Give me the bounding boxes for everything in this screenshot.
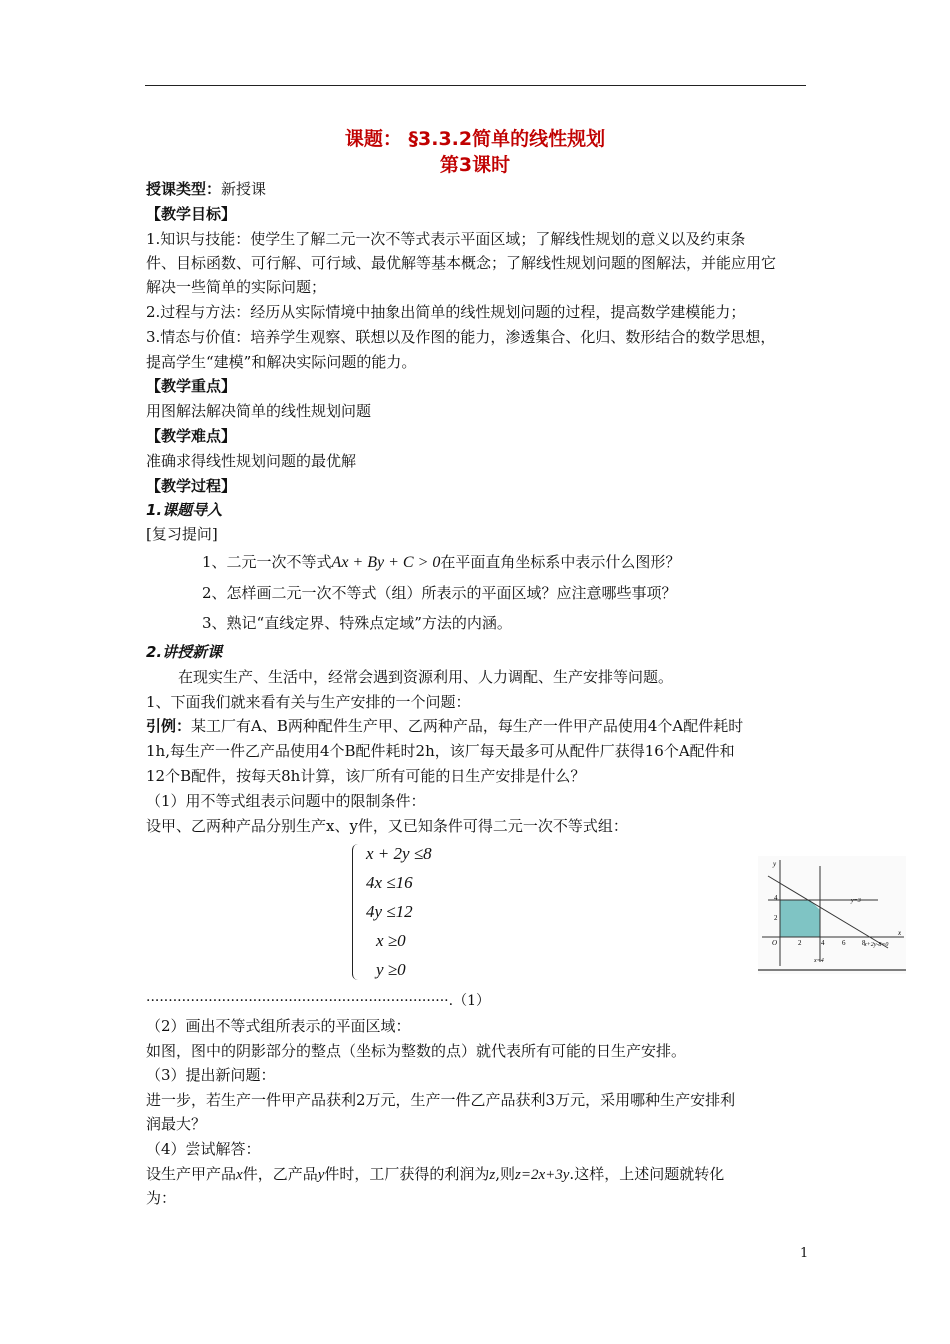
example-text-1: 某工厂有A、B两种配件生产甲、乙两种产品，每生产一件甲产品使用4个A配件耗时 xyxy=(191,717,744,735)
step-1-text: 设甲、乙两种产品分别生产x、y件，又已知条件可得二元一次不等式组： xyxy=(146,817,628,835)
inequality-5: y ≥0 xyxy=(376,960,406,979)
inequality-1: x + 2y ≤8 xyxy=(366,844,432,863)
lesson-type-label: 授课类型： xyxy=(146,180,222,198)
step-4-var-x: x xyxy=(236,1167,243,1183)
system-tag: .（1） xyxy=(448,993,490,1009)
part-1-heading: 1.课题导入 xyxy=(146,501,223,519)
part-2-intro: 在现实生产、生活中，经常会遇到资源利用、人力调配、生产安排等问题。 xyxy=(178,668,674,686)
lesson-type xyxy=(146,179,266,199)
question-1-suffix: 在平面直角坐标系中表示什么图形？ xyxy=(440,553,681,571)
goal-3-line-1: 3.情态与价值：培养学生观察、联想以及作图的能力，渗透集合、化归、数形结合的数学思想， xyxy=(146,328,776,346)
label-line: x+2y-8=0 xyxy=(864,942,889,948)
y-tick-4: 4 xyxy=(774,894,778,902)
step-4-equation: z=2x+3y xyxy=(515,1167,570,1183)
question-3: 3、熟记“直线定界、特殊点定域”方法的内涵。 xyxy=(202,614,512,632)
goal-1-line-1: 1.知识与技能：使学生了解二元一次不等式表示平面区域；了解线性规划的意义以及约束条 xyxy=(146,230,746,248)
step-4-line-1 xyxy=(146,1164,724,1185)
part-2-p1: 1、下面我们就来看有关与生产安排的一个问题： xyxy=(146,693,471,711)
inequality-3: 4y ≤12 xyxy=(366,902,413,921)
step-1: （1）用不等式组表示问题中的限制条件： xyxy=(146,792,426,810)
example-line-2: 1h,每生产一件乙产品使用4个B配件耗时2h，该厂每天最多可从配件厂获得16个A配件和 xyxy=(146,742,735,760)
difficulty-text: 准确求得线性规划问题的最优解 xyxy=(146,452,357,470)
inequality-2: 4x ≤16 xyxy=(366,873,413,892)
question-1 xyxy=(202,552,680,573)
review-label: [复习提问] xyxy=(146,525,218,543)
axis-y-label: y xyxy=(773,860,777,868)
feasible-region-figure xyxy=(758,856,906,978)
system-tag-line xyxy=(146,990,490,1010)
feasible-region-shade xyxy=(780,900,820,937)
system-brace xyxy=(352,844,361,980)
origin-label: O xyxy=(772,939,778,947)
lesson-type-value: 新授课 xyxy=(221,180,267,198)
x-tick-8: 8 xyxy=(862,939,866,947)
step-4-text-c: 件时，工厂获得的利润为 xyxy=(324,1165,490,1183)
key-heading: 【教学重点】 xyxy=(146,377,237,395)
example-label: 引例： xyxy=(146,717,192,735)
step-3: （3）提出新问题： xyxy=(146,1066,276,1084)
step-3-line-1: 进一步，若生产一件甲产品获利2万元，生产一件乙产品获利3万元，采用哪种生产安排利 xyxy=(146,1091,736,1109)
example-line-1 xyxy=(146,716,743,736)
key-text: 用图解法解决简单的线性规划问题 xyxy=(146,402,372,420)
step-3-line-2: 润最大？ xyxy=(146,1115,207,1133)
process-heading: 【教学过程】 xyxy=(146,477,237,495)
label-x4: x=4 xyxy=(814,958,824,964)
step-4: （4）尝试解答： xyxy=(146,1140,261,1158)
part-2-heading: 2.讲授新课 xyxy=(146,643,223,661)
goal-1-line-2: 件、目标函数、可行解、可行域、最优解等基本概念；了解线性规划问题的图解法，并能应用它 xyxy=(146,254,777,272)
dot-leader: ···································································· xyxy=(146,993,449,1009)
goal-2: 2.过程与方法：经历从实际情境中抽象出简单的线性规划问题的过程，提高数学建模能力； xyxy=(146,303,746,321)
goal-1-line-3: 解决一些简单的实际问题； xyxy=(146,278,327,296)
step-4-line-2: 为： xyxy=(146,1189,177,1207)
goal-3-line-2: 提高学生“建模”和解决实际问题的能力。 xyxy=(146,353,417,371)
inequality-system xyxy=(352,840,442,985)
step-4-var-z: z xyxy=(489,1167,496,1183)
question-1-prefix: 1、二元一次不等式 xyxy=(202,553,332,571)
difficulty-heading: 【教学难点】 xyxy=(146,427,237,445)
x-tick-4: 4 xyxy=(821,939,825,947)
step-4-text-b: 件，乙产品 xyxy=(242,1165,318,1183)
step-4-text-d: ,则 xyxy=(495,1165,516,1183)
step-4-var-y: y xyxy=(317,1167,325,1183)
axis-x-label: x xyxy=(898,929,902,937)
title-line-2: 第3课时 xyxy=(439,154,511,176)
example-line-3: 12个B配件，按每天8h计算，该厂所有可能的日生产安排是什么？ xyxy=(146,767,586,785)
step-4-text-a: 设生产甲产品 xyxy=(146,1165,237,1183)
feasible-region-svg xyxy=(758,856,906,974)
step-2: （2）画出不等式组所表示的平面区域： xyxy=(146,1017,411,1035)
question-2: 2、怎样画二元一次不等式（组）所表示的平面区域？应注意哪些事项？ xyxy=(202,584,677,602)
step-2-text: 如图，图中的阴影部分的整点（坐标为整数的点）就代表所有可能的日生产安排。 xyxy=(146,1042,687,1060)
x-tick-2: 2 xyxy=(798,939,802,947)
x-tick-6: 6 xyxy=(842,939,846,947)
question-1-math: Ax + By + C > 0 xyxy=(331,554,441,571)
step-4-text-e: .这样，上述问题就转化 xyxy=(569,1165,725,1183)
goals-heading: 【教学目标】 xyxy=(146,205,237,223)
title-line-1: 课题： §3.3.2简单的线性规划 xyxy=(344,128,606,150)
label-y3: y=3 xyxy=(851,898,861,904)
header-rule xyxy=(145,85,806,86)
y-tick-2: 2 xyxy=(774,914,778,922)
page-number: 1 xyxy=(800,1246,809,1261)
inequality-4: x ≥0 xyxy=(376,931,406,950)
